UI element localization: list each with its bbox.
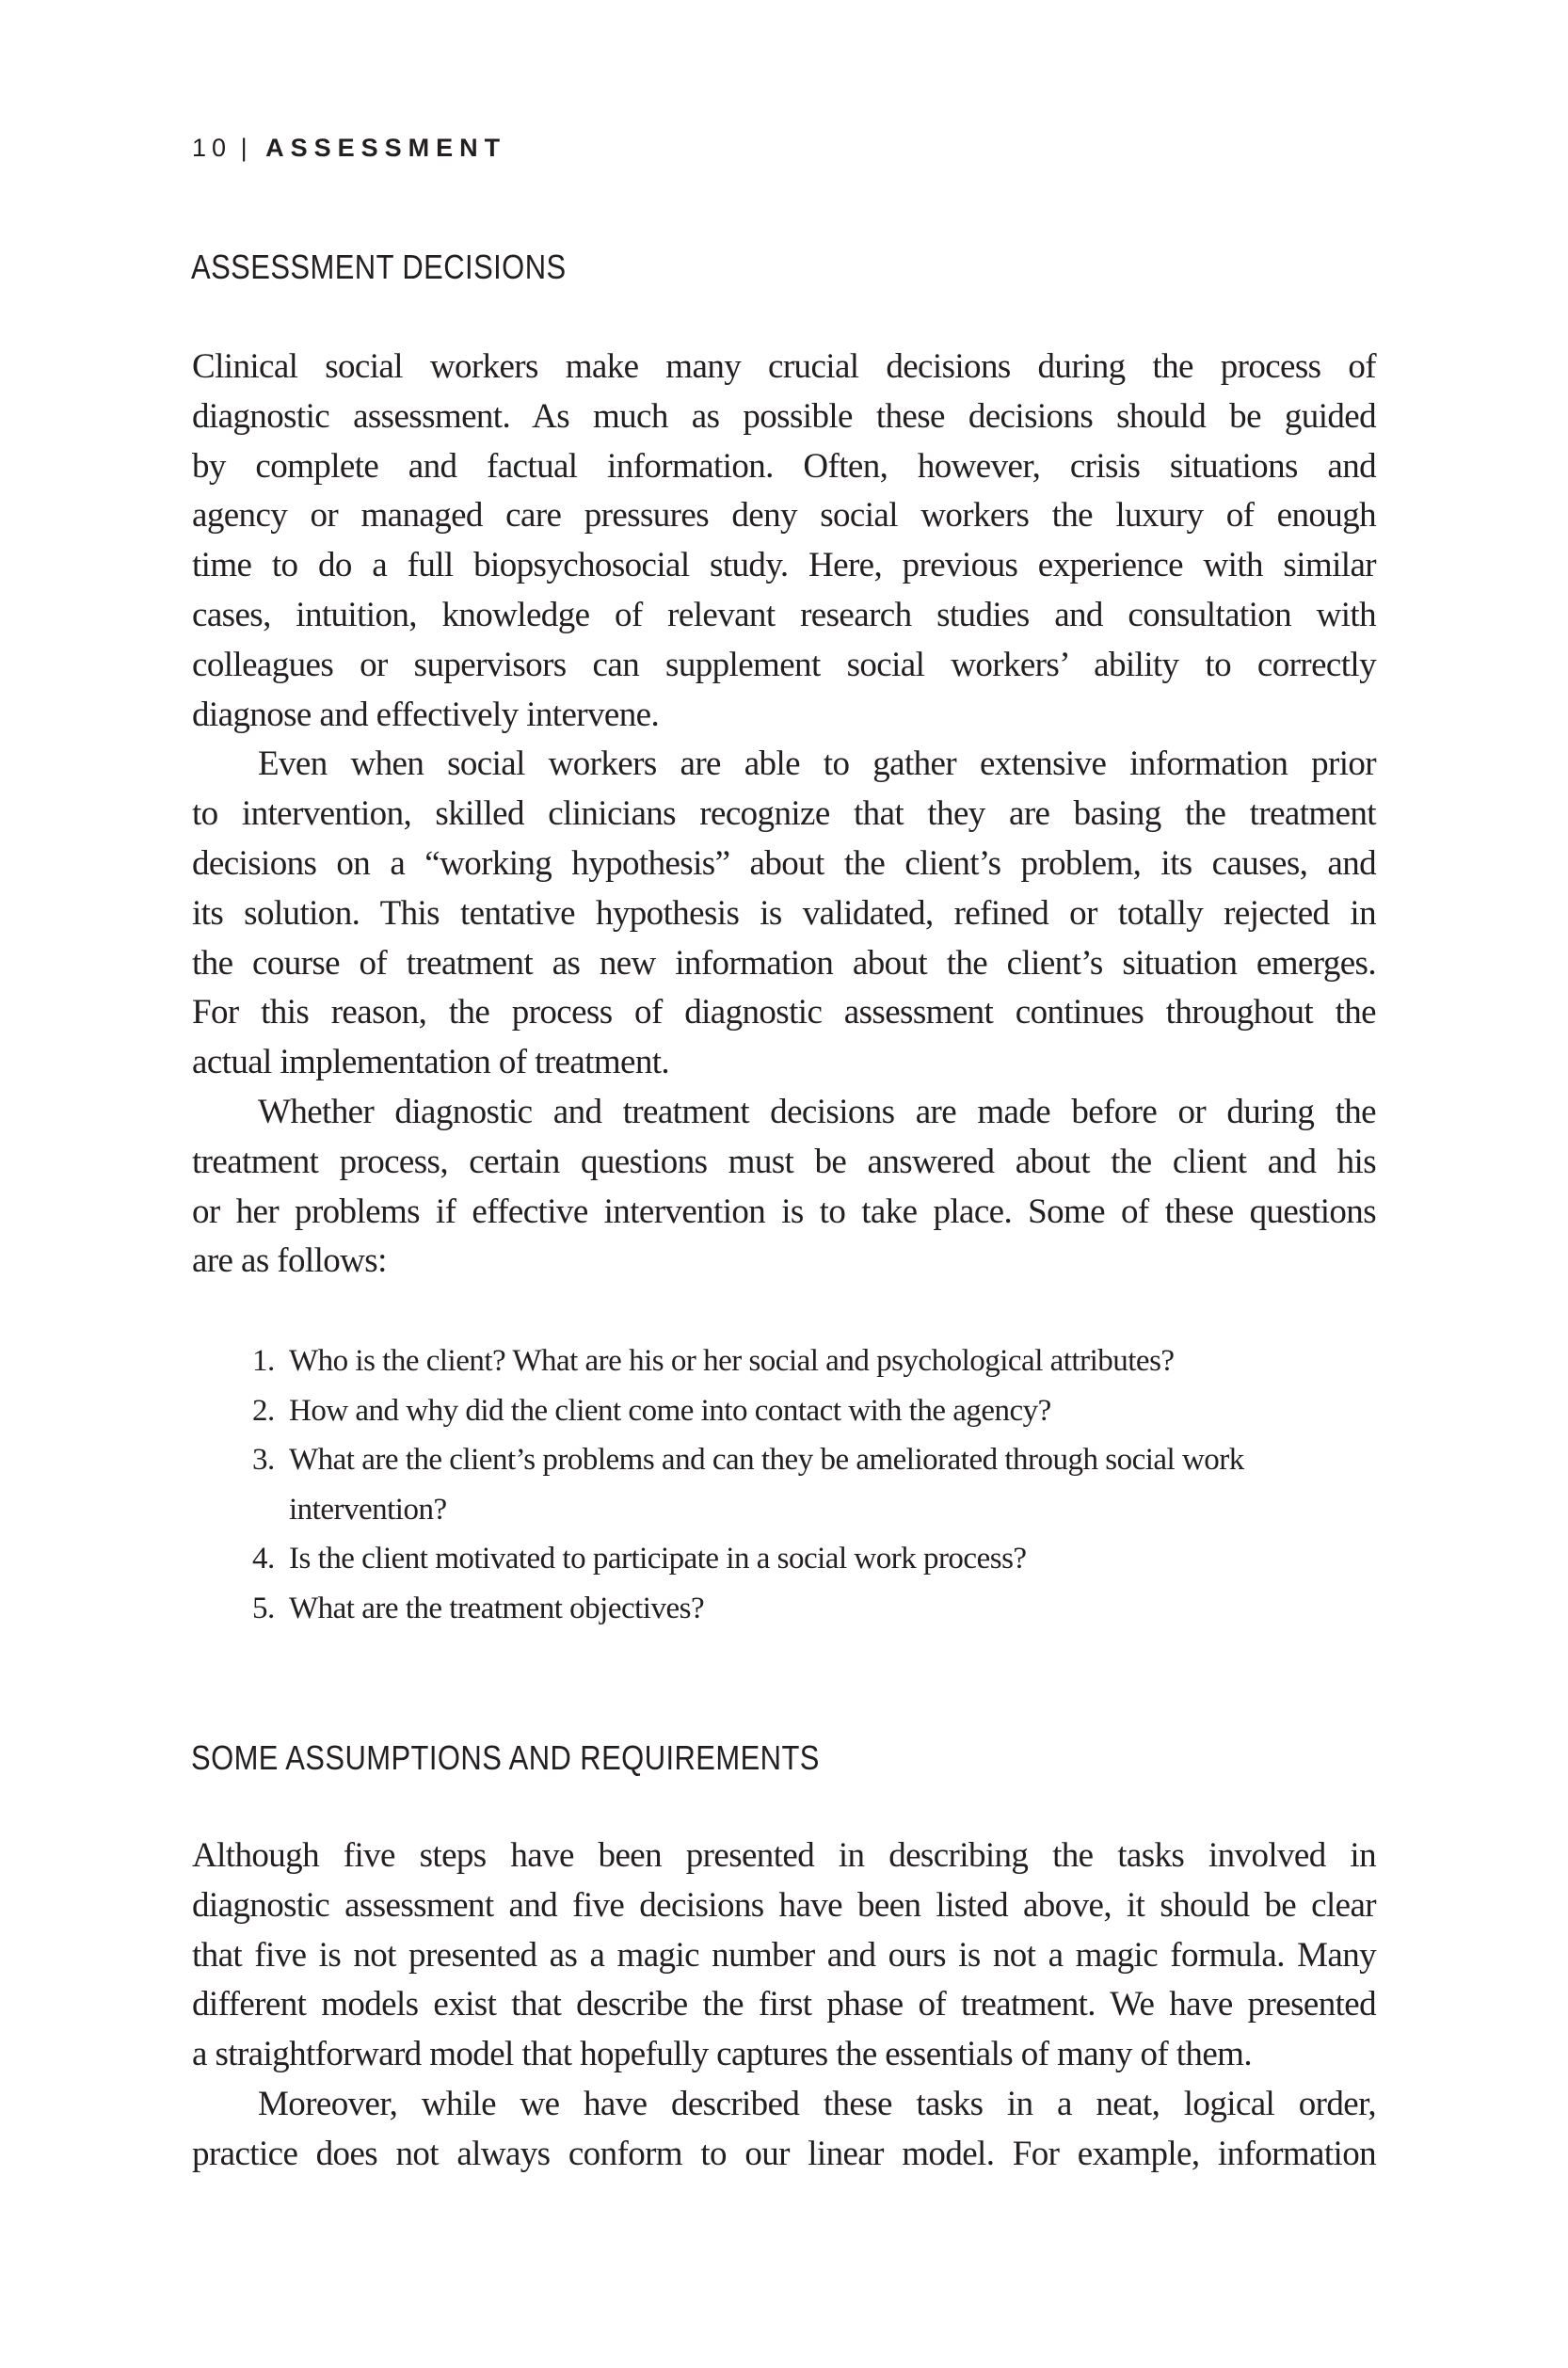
paragraph-line: a straightforward model that hopefully captures the essentials of many of them. — [192, 2035, 1252, 2074]
paragraph-line: Clinical social workers make many crucial decisions during the process of — [192, 347, 1376, 386]
section-heading-assumptions-requirements: SOME ASSUMPTIONS AND REQUIREMENTS — [191, 1738, 820, 1777]
list-item-text: What are the client’s problems and can they be ameliorated through social work — [289, 1443, 1244, 1477]
paragraph-line: are as follows: — [192, 1241, 387, 1281]
paragraph-line: its solution. This tentative hypothesis is validated, refined or totally rejected in — [192, 893, 1376, 933]
paragraph-line: diagnostic assessment. As much as possible these decisions should be guided — [192, 396, 1376, 436]
paragraph-line: agency or managed care pressures deny social workers the luxury of enough — [192, 496, 1376, 536]
list-item — [252, 1386, 1376, 1436]
paragraph-line: cases, intuition, knowledge of relevant research studies and consultation with — [192, 595, 1376, 634]
paragraph-line: to intervention, skilled clinicians recognize that they are basing the treatment — [192, 794, 1376, 834]
list-item-text: Who is the client? What are his or her social and psychological attributes? — [289, 1344, 1175, 1378]
paragraph-line: For this reason, the process of diagnostic assessment continues throughout the — [192, 993, 1376, 1032]
paragraph — [192, 1832, 1376, 2180]
list-item-text: Is the client motivated to participate in a social work process? — [289, 1542, 1027, 1576]
paragraph-line: actual implementation of treatment. — [192, 1043, 670, 1082]
list-item — [252, 1534, 1376, 1584]
paragraph-line: by complete and factual information. Often, however, crisis situations and — [192, 446, 1376, 486]
paragraph — [192, 343, 1376, 1287]
paragraph-line: Even when social workers are able to gather extensive information prior — [258, 744, 1376, 784]
list-item-continuation — [252, 1485, 1376, 1535]
paragraph-line: Moreover, while we have described these tasks in a neat, logical order, — [258, 2084, 1376, 2123]
list-item — [252, 1584, 1376, 1634]
paragraph-line: different models exist that describe the first phase of treatment. We have presented — [192, 1985, 1376, 2024]
paragraph-line: that five is not presented as a magic number and ours is not a magic formula. Many — [192, 1935, 1376, 1975]
paragraph-line: diagnostic assessment and five decisions have been listed above, it should be clear — [192, 1885, 1376, 1925]
list-item-number: 3. — [252, 1443, 275, 1477]
numbered-question-list — [252, 1336, 1376, 1633]
paragraph-line: the course of treatment as new information about the client’s situation emerges. — [192, 943, 1376, 983]
section-heading-assessment-decisions: ASSESSMENT DECISIONS — [191, 248, 567, 286]
paragraph-line: treatment process, certain questions must be answered about the client and his — [192, 1142, 1376, 1181]
paragraph-line: or her problems if effective intervention is to take place. Some of these questions — [192, 1192, 1376, 1231]
paragraph-line: Although five steps have been presented in describing the tasks involved in — [192, 1836, 1376, 1875]
running-head-separator: | — [240, 134, 248, 162]
running-head — [192, 132, 506, 164]
page-number: 10 — [192, 134, 232, 162]
paragraph-line: colleagues or supervisors can supplement social workers’ ability to correctly — [192, 645, 1376, 684]
paragraph-line: practice does not always conform to our linear model. For example, information — [192, 2134, 1376, 2173]
list-item — [252, 1435, 1376, 1485]
list-item-number: 5. — [252, 1591, 275, 1625]
paragraph-line: Whether diagnostic and treatment decisions are made before or during the — [258, 1092, 1376, 1131]
list-item-number: 4. — [252, 1542, 275, 1576]
list-item-number: 2. — [252, 1393, 275, 1428]
list-item-text: How and why did the client come into contact with the agency? — [289, 1393, 1051, 1428]
paragraph-line: diagnose and effectively intervene. — [192, 695, 660, 734]
paragraph-line: time to do a full biopsychosocial study. Here, previous experience with similar — [192, 546, 1376, 585]
running-head-title: ASSESSMENT — [265, 134, 507, 162]
list-item-text: intervention? — [289, 1492, 447, 1527]
list-item — [252, 1336, 1376, 1386]
list-item-text: What are the treatment objectives? — [289, 1591, 705, 1625]
paragraph-line: decisions on a “working hypothesis” about the client’s problem, its causes, and — [192, 843, 1376, 883]
list-item-number: 1. — [252, 1344, 275, 1378]
